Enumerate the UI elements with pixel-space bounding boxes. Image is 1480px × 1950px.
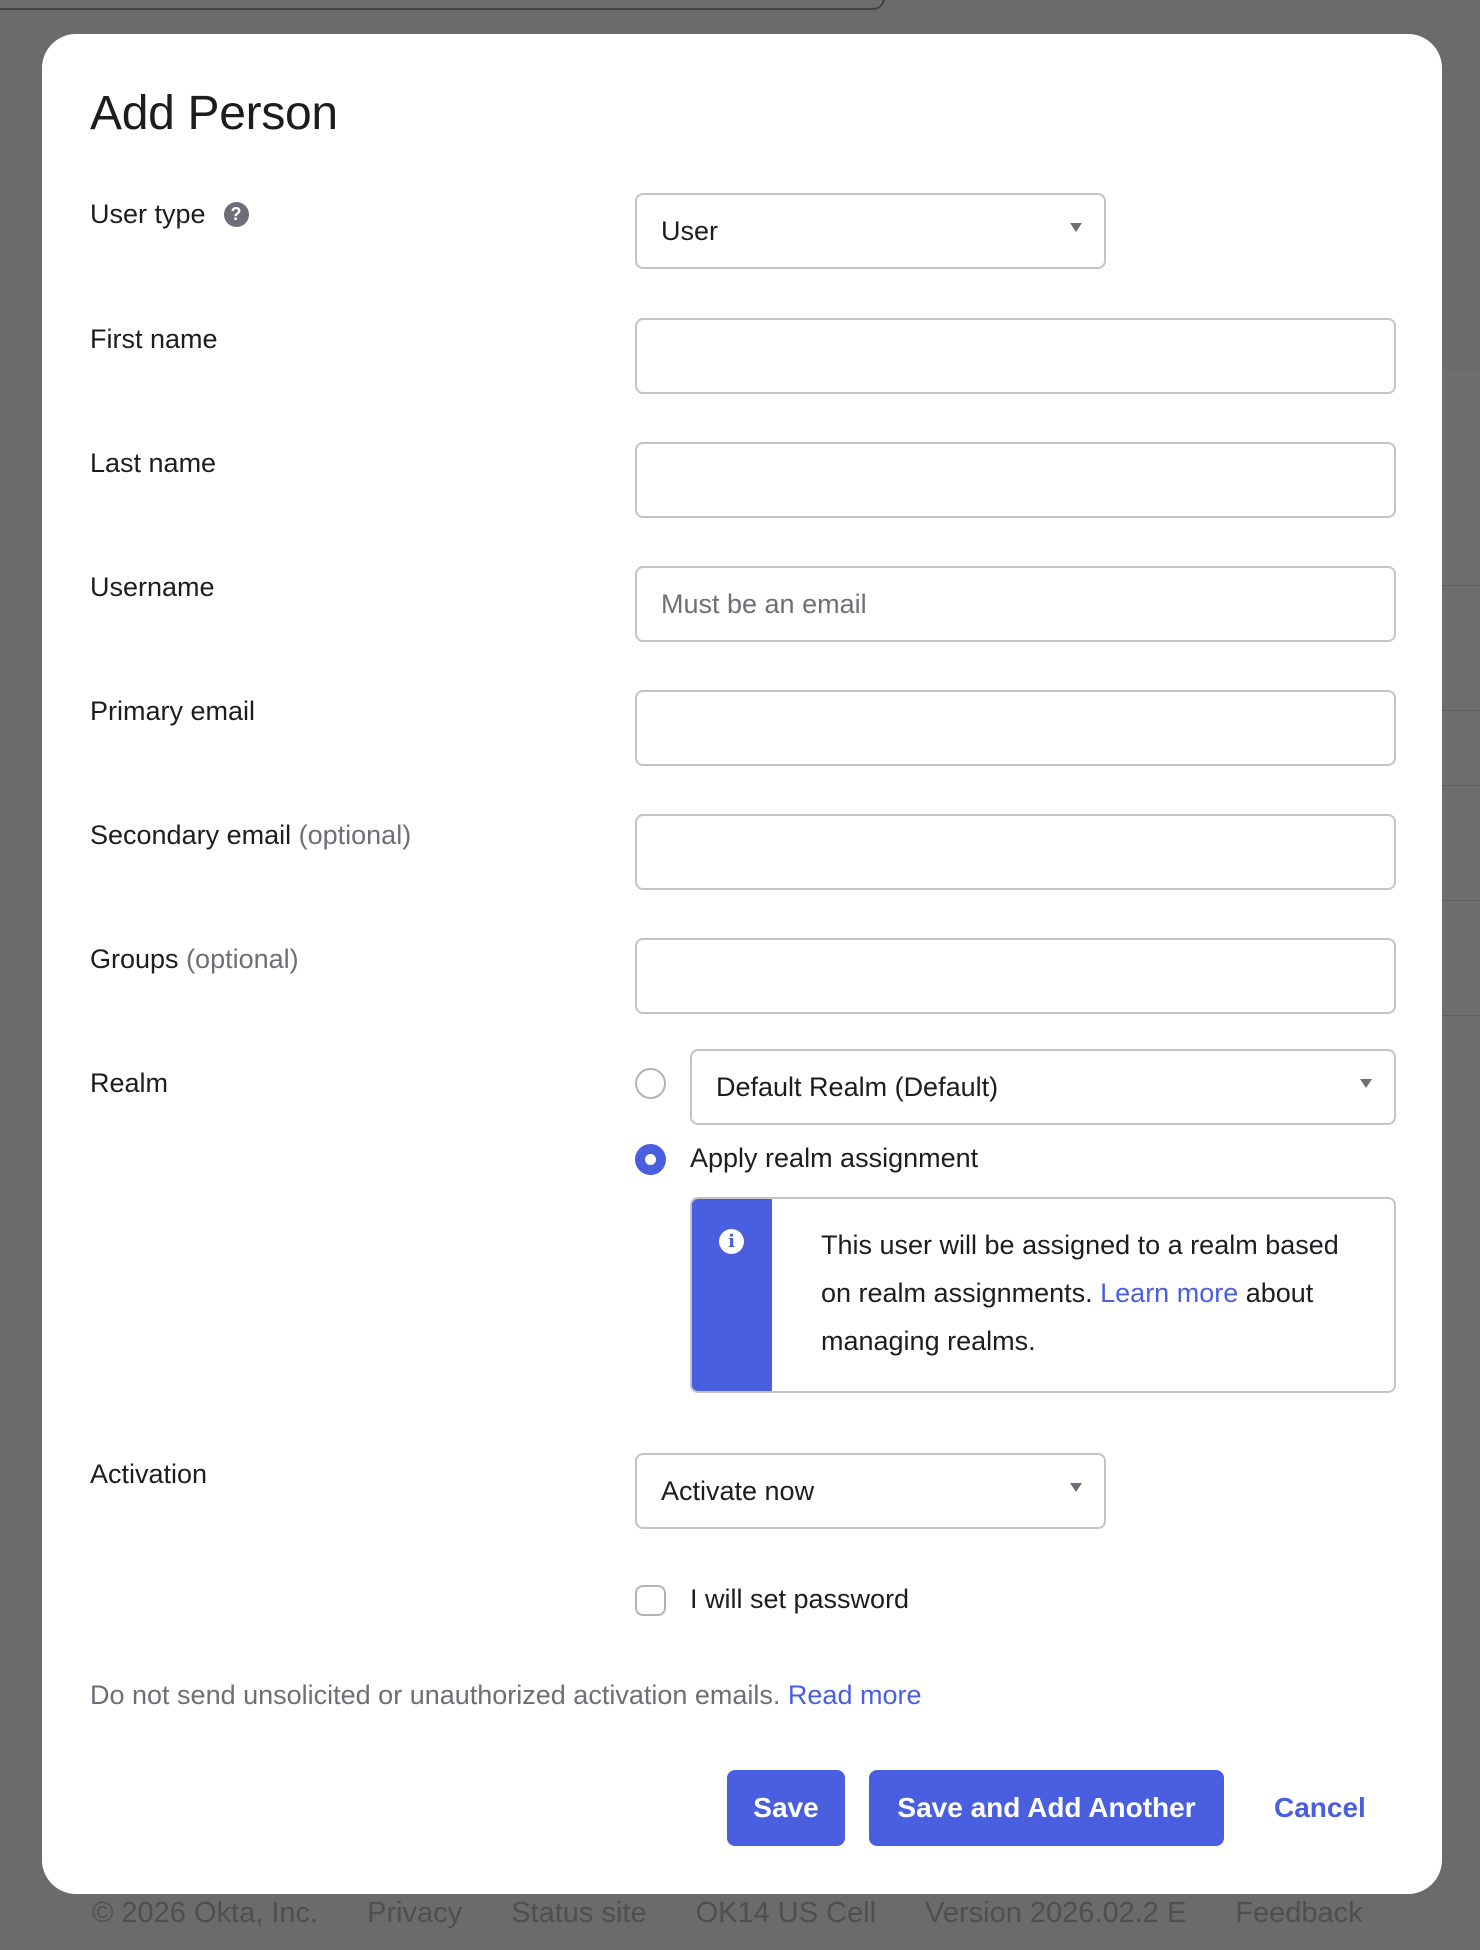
footer-privacy-link[interactable]: Privacy — [367, 1896, 463, 1929]
callout-text-main: This user will be assigned to a realm based on realm assignments. — [821, 1230, 1339, 1308]
add-person-modal — [42, 34, 1442, 1894]
primary-email-input[interactable] — [635, 690, 1396, 766]
callout-text-tail: about managing realms. — [821, 1278, 1314, 1356]
last-name-label: Last name — [90, 448, 217, 478]
footer-cell: OK14 US Cell — [695, 1896, 877, 1929]
realm-label: Realm — [90, 1068, 169, 1098]
user-type-value: User — [661, 215, 719, 246]
save-button[interactable]: Save — [727, 1770, 845, 1846]
callout-text — [821, 1221, 1361, 1365]
footer-feedback-link[interactable]: Feedback — [1235, 1896, 1363, 1929]
footer-version: Version 2026.02.2 E — [925, 1896, 1187, 1929]
chevron-down-icon — [1070, 1483, 1082, 1492]
footer-copyright: © 2026 Okta, Inc. — [92, 1896, 319, 1929]
cancel-button[interactable]: Cancel — [1274, 1792, 1366, 1823]
set-password-label[interactable]: I will set password — [690, 1584, 910, 1614]
activation-notice — [90, 1680, 922, 1711]
page-footer — [92, 1890, 1472, 1936]
primary-email-label: Primary email — [90, 696, 256, 726]
username-label: Username — [90, 572, 215, 602]
read-more-link[interactable]: Read more — [787, 1680, 922, 1710]
background-search-box — [0, 0, 885, 10]
secondary-email-label-text: Secondary email — [90, 820, 292, 850]
info-icon: i — [719, 1229, 744, 1254]
footer-status-link[interactable]: Status site — [511, 1896, 647, 1929]
realm-select[interactable] — [690, 1049, 1396, 1125]
groups-label — [90, 944, 299, 975]
activation-label: Activation — [90, 1459, 208, 1489]
notice-text: Do not send unsolicited or unauthorized activation emails. — [90, 1680, 781, 1710]
apply-realm-assignment-label[interactable]: Apply realm assignment — [690, 1143, 979, 1173]
optional-hint: (optional) — [298, 820, 412, 850]
realm-info-callout — [690, 1197, 1396, 1393]
callout-accent-bar — [692, 1199, 772, 1391]
learn-more-link[interactable]: Learn more — [1100, 1278, 1239, 1308]
realm-select-radio[interactable] — [635, 1068, 666, 1099]
realm-select-value: Default Realm (Default) — [716, 1071, 999, 1102]
chevron-down-icon — [1360, 1079, 1372, 1088]
help-icon[interactable]: ? — [224, 202, 249, 227]
optional-hint: (optional) — [186, 944, 299, 974]
user-type-label — [90, 199, 249, 230]
user-type-label-text: User type — [90, 199, 206, 229]
username-input[interactable] — [635, 566, 1396, 642]
first-name-input[interactable] — [635, 318, 1396, 394]
save-and-add-another-button[interactable]: Save and Add Another — [869, 1770, 1224, 1846]
last-name-input[interactable] — [635, 442, 1396, 518]
user-type-select[interactable] — [635, 193, 1106, 269]
modal-title: Add Person — [90, 87, 338, 140]
set-password-checkbox[interactable] — [635, 1585, 666, 1616]
secondary-email-input[interactable] — [635, 814, 1396, 890]
apply-realm-assignment-radio[interactable] — [635, 1144, 666, 1175]
first-name-label: First name — [90, 324, 218, 354]
chevron-down-icon — [1070, 223, 1082, 232]
groups-label-text: Groups — [90, 944, 179, 974]
secondary-email-label — [90, 820, 411, 851]
groups-input[interactable] — [635, 938, 1396, 1014]
activation-value: Activate now — [661, 1475, 815, 1506]
activation-select[interactable] — [635, 1453, 1106, 1529]
